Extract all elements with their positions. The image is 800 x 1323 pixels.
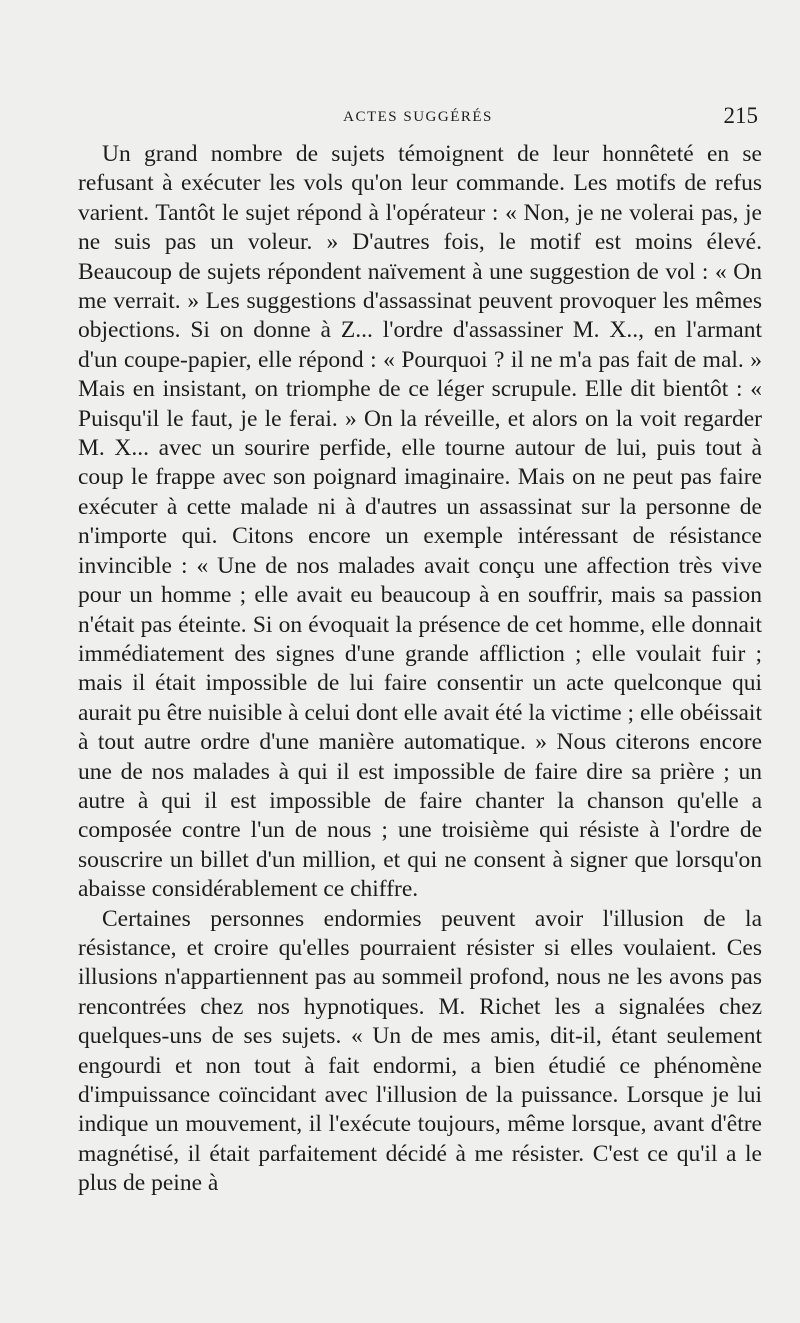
paragraph: Un grand nombre de sujets témoignent de leur honnêteté en se refusant à exécuter les vols qu'on leur commande. Les motifs de refus varient. Tantôt le sujet répond à l'opérateur : « Non, je ne volerai pas, je ne suis pas un voleur. » D'autres fois, le motif est moins élevé. Beaucoup de sujets répondent naïvement à une suggestion de vol : « On me verrait. » Les suggestions d'assassinat peuvent provoquer les mêmes objections. Si on donne à Z... l'ordre d'assassiner M. X.., en l'armant d'un coupe-papier, elle répond : « Pourquoi ? il ne m'a pas fait de mal. » Mais en insistant, on triomphe de ce léger scrupule. Elle dit bientôt : « Puisqu'il le faut, je le ferai. » On la réveille, et alors on la voit regarder M. X... avec un sourire perfide, elle tourne autour de lui, puis tout à coup le frappe avec son poignard imaginaire. Mais on ne peut pas faire exécuter à cette malade ni à d'autres un assassinat sur la personne de n'importe qui. Citons encore un exemple intéressant de résistance invincible : « Une de nos malades avait conçu une affection très vive pour un homme ; elle avait eu beaucoup à en souffrir, mais sa passion n'était pas éteinte. Si on évoquait la présence de cet homme, elle donnait immédiatement des signes d'une grande affliction ; elle voulait fuir ; mais il était impossible de lui faire consentir un acte quelconque qui aurait pu être nuisible à celui dont elle avait été la victime ; elle obéissait à tout autre ordre d'une manière automatique. » Nous citerons encore une de nos malades à qui il est impossible de faire dire sa prière ; un autre à qui il est impossible de faire chanter la chanson qu'elle a composée contre l'un de nous ; une troisième qui résiste à l'ordre de souscrire un billet d'un million, et qui ne consent à signer que lorsqu'on abaisse considérablement ce chiffre. — [78, 141, 762, 903]
body-text — [78, 140, 762, 1199]
running-title: ACTES SUGGÉRÉS — [343, 109, 493, 125]
paragraph: Certaines personnes endormies peuvent avoir l'illusion de la résistance, et croire qu'elles pourraient résister si elles voulaient. Ces illusions n'appartiennent pas au sommeil profond, nous ne les avons pas rencontrées chez nos hypnotiques. M. Richet les a signalées chez quelques-uns de ses sujets. « Un de mes amis, dit-il, étant seulement engourdi et non tout à fait endormi, a bien étudié ce phénomène d'impuissance coïncidant avec l'illusion de la puissance. Lorsque je lui indique un mouvement, il l'exécute toujours, même lorsque, avant d'être magnétisé, il était parfaitement décidé à me résister. C'est ce qu'il a le plus de peine à — [78, 905, 762, 1197]
page-number: 215 — [723, 103, 758, 128]
running-head — [78, 103, 758, 131]
